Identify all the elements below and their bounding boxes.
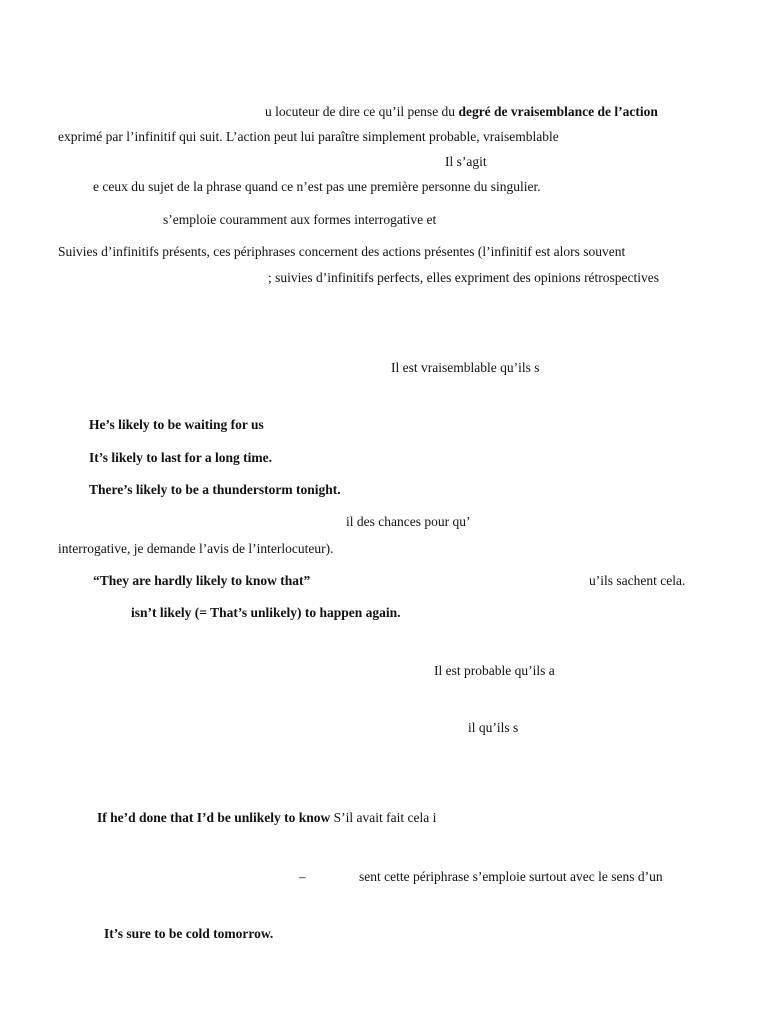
text-line xyxy=(359,869,663,885)
text: interrogative, je demande l’avis de l’interlocuteur). xyxy=(58,541,334,556)
text-line xyxy=(468,720,518,736)
bold-text: There’s likely to be a thunderstorm tonight. xyxy=(89,482,341,497)
text: u’ils sachent cela. xyxy=(589,573,686,588)
text-line xyxy=(391,360,539,376)
bold-text: It’s sure to be cold tomorrow. xyxy=(104,926,274,941)
text: il qu’ils s xyxy=(468,720,519,735)
example-sentence xyxy=(97,810,436,826)
text: Il s’agit xyxy=(445,154,487,169)
text-line xyxy=(265,104,658,120)
text: Il est vraisemblable qu’ils s xyxy=(391,360,540,375)
text: s’emploie couramment aux formes interrogative et xyxy=(163,212,437,227)
example-sentence xyxy=(89,417,264,433)
text-line xyxy=(58,129,559,145)
bold-text: If he’d done that I’d be unlikely to know xyxy=(97,810,331,825)
example-sentence xyxy=(131,605,401,621)
text-line xyxy=(434,663,555,679)
text-line xyxy=(58,541,334,557)
text: ; suivies d’infinitifs perfects, elles expriment des opinions rétrospectives xyxy=(268,270,660,285)
text-line xyxy=(445,154,487,170)
text: sent cette périphrase s’emploie surtout avec le sens d’un xyxy=(359,869,663,884)
text-line xyxy=(268,270,659,286)
text: e ceux du sujet de la phrase quand ce n’est pas une première personne du singulier. xyxy=(93,179,541,194)
text-line xyxy=(93,179,541,195)
text-line xyxy=(589,573,685,589)
example-sentence xyxy=(93,573,310,589)
text: Il est probable qu’ils a xyxy=(434,663,555,678)
text-line xyxy=(58,244,625,260)
dash xyxy=(299,869,306,885)
example-sentence xyxy=(104,926,273,942)
text: – xyxy=(299,869,306,884)
bold-text: “They are hardly likely to know that” xyxy=(93,573,311,588)
example-sentence xyxy=(89,450,272,466)
text: il des chances pour qu’ xyxy=(346,514,471,529)
bold-text: isn’t likely (= That’s unlikely) to happen again. xyxy=(131,605,401,620)
bold-text: degré de vraisemblance de l’action xyxy=(458,104,658,119)
text: Suivies d’infinitifs présents, ces périphrases concernent des actions présentes (l’infinitif est alors souvent xyxy=(58,244,626,259)
text-line xyxy=(163,212,436,228)
text: exprimé par l’infinitif qui suit. L’action peut lui paraître simplement probable, vraisemblable xyxy=(58,129,559,144)
text-line xyxy=(346,514,470,530)
text: u locuteur de dire ce qu’il pense du xyxy=(265,104,459,119)
text: S’il avait fait cela i xyxy=(330,810,437,825)
bold-text: It’s likely to last for a long time. xyxy=(89,450,272,465)
bold-text: He’s likely to be waiting for us xyxy=(89,417,264,432)
example-sentence xyxy=(89,482,341,498)
